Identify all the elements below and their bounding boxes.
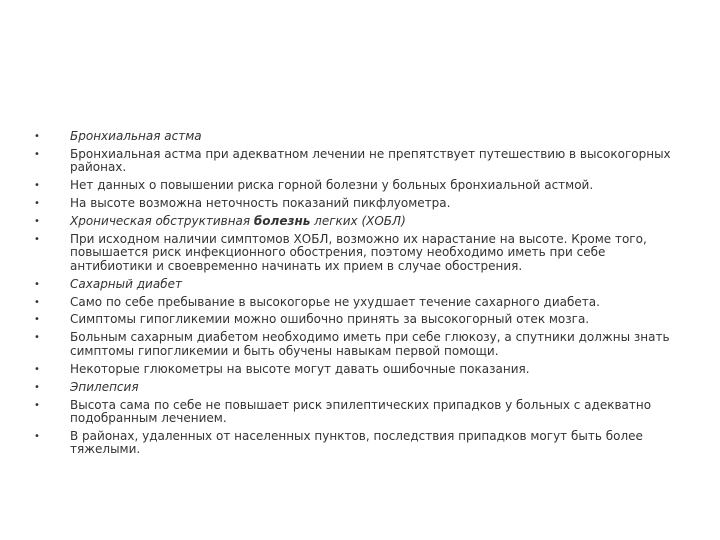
bullet-text: На высоте возможна неточность показаний пикфлуометра.	[70, 196, 451, 211]
bullet-item	[34, 197, 674, 210]
bullet-dot-icon: •	[34, 131, 40, 142]
bullet-heading-copd	[34, 215, 674, 228]
bullet-text: Само по себе пребывание в высокогорье не ухудшает течение сахарного диабета.	[70, 294, 600, 309]
bullet-heading-diabetes	[34, 278, 674, 291]
bullet-text: Бронхиальная астма при адекватном лечении не препятствует путешествию в высокогорных районах.	[70, 146, 671, 175]
bullet-text: Больным сахарным диабетом необходимо иметь при себе глюкозу, а спутники должны знать симптомы гипогликемии и быть обучены навыкам первой помощи.	[70, 330, 670, 358]
bullet-item	[34, 179, 674, 192]
bullet-dot-icon: •	[34, 399, 40, 411]
bullet-dot-icon: •	[34, 314, 40, 326]
bullet-text: Симптомы гипогликемии можно ошибочно принять за высокогорный отек мозга.	[70, 312, 590, 327]
bullet-dot-icon: •	[34, 296, 40, 308]
bullet-dot-icon: •	[34, 198, 40, 210]
bullet-item	[34, 399, 674, 426]
bullet-text: Некоторые глюкометры на высоте могут давать ошибочные показания.	[70, 361, 530, 376]
bullet-dot-icon: •	[34, 381, 40, 393]
section-heading	[70, 214, 406, 228]
bullet-text: При исходном наличии симптомов ХОБЛ, возможно их нарастание на высоте. Кроме того, повышается риск инфекционного обострения, поэтому необходимо иметь при себе антибиотики и своевременно начинать их прием в случае обострения.	[70, 231, 647, 273]
bullet-item	[34, 331, 674, 358]
bullet-item	[34, 148, 674, 175]
bullet-dot-icon: •	[34, 278, 40, 290]
heading-part: легких (ХОБЛ)	[310, 214, 406, 229]
bullet-dot-icon: •	[34, 430, 40, 442]
section-heading: Эпилепсия	[70, 379, 139, 394]
bullet-dot-icon: •	[34, 180, 40, 192]
bullet-dot-icon: •	[34, 148, 40, 160]
bullet-heading-asthma	[34, 130, 674, 143]
heading-part: Хроническая обструктивная	[70, 214, 254, 229]
bullet-heading-epilepsy	[34, 381, 674, 394]
bullet-dot-icon: •	[34, 216, 40, 228]
bullet-dot-icon: •	[34, 233, 40, 245]
bullet-list	[34, 130, 674, 461]
bullet-item	[34, 363, 674, 376]
bullet-dot-icon: •	[34, 363, 40, 375]
bullet-dot-icon: •	[34, 332, 40, 344]
bullet-item	[34, 430, 674, 457]
section-heading: Бронхиальная астма	[70, 129, 202, 143]
bullet-item	[34, 233, 674, 273]
bullet-text: Высота сама по себе не повышает риск эпилептических припадков у больных с адекватно подобранным лечением.	[70, 397, 652, 425]
bullet-text: Нет данных о повышении риска горной болезни у больных бронхиальной астмой.	[70, 178, 594, 193]
bullet-item	[34, 313, 674, 326]
section-heading: Сахарный диабет	[70, 276, 182, 291]
bullet-text: В районах, удаленных от населенных пунктов, последствия припадков могут быть более тяжелыми.	[70, 428, 643, 457]
bullet-item	[34, 296, 674, 309]
heading-bold-word: болезнь	[253, 214, 311, 229]
